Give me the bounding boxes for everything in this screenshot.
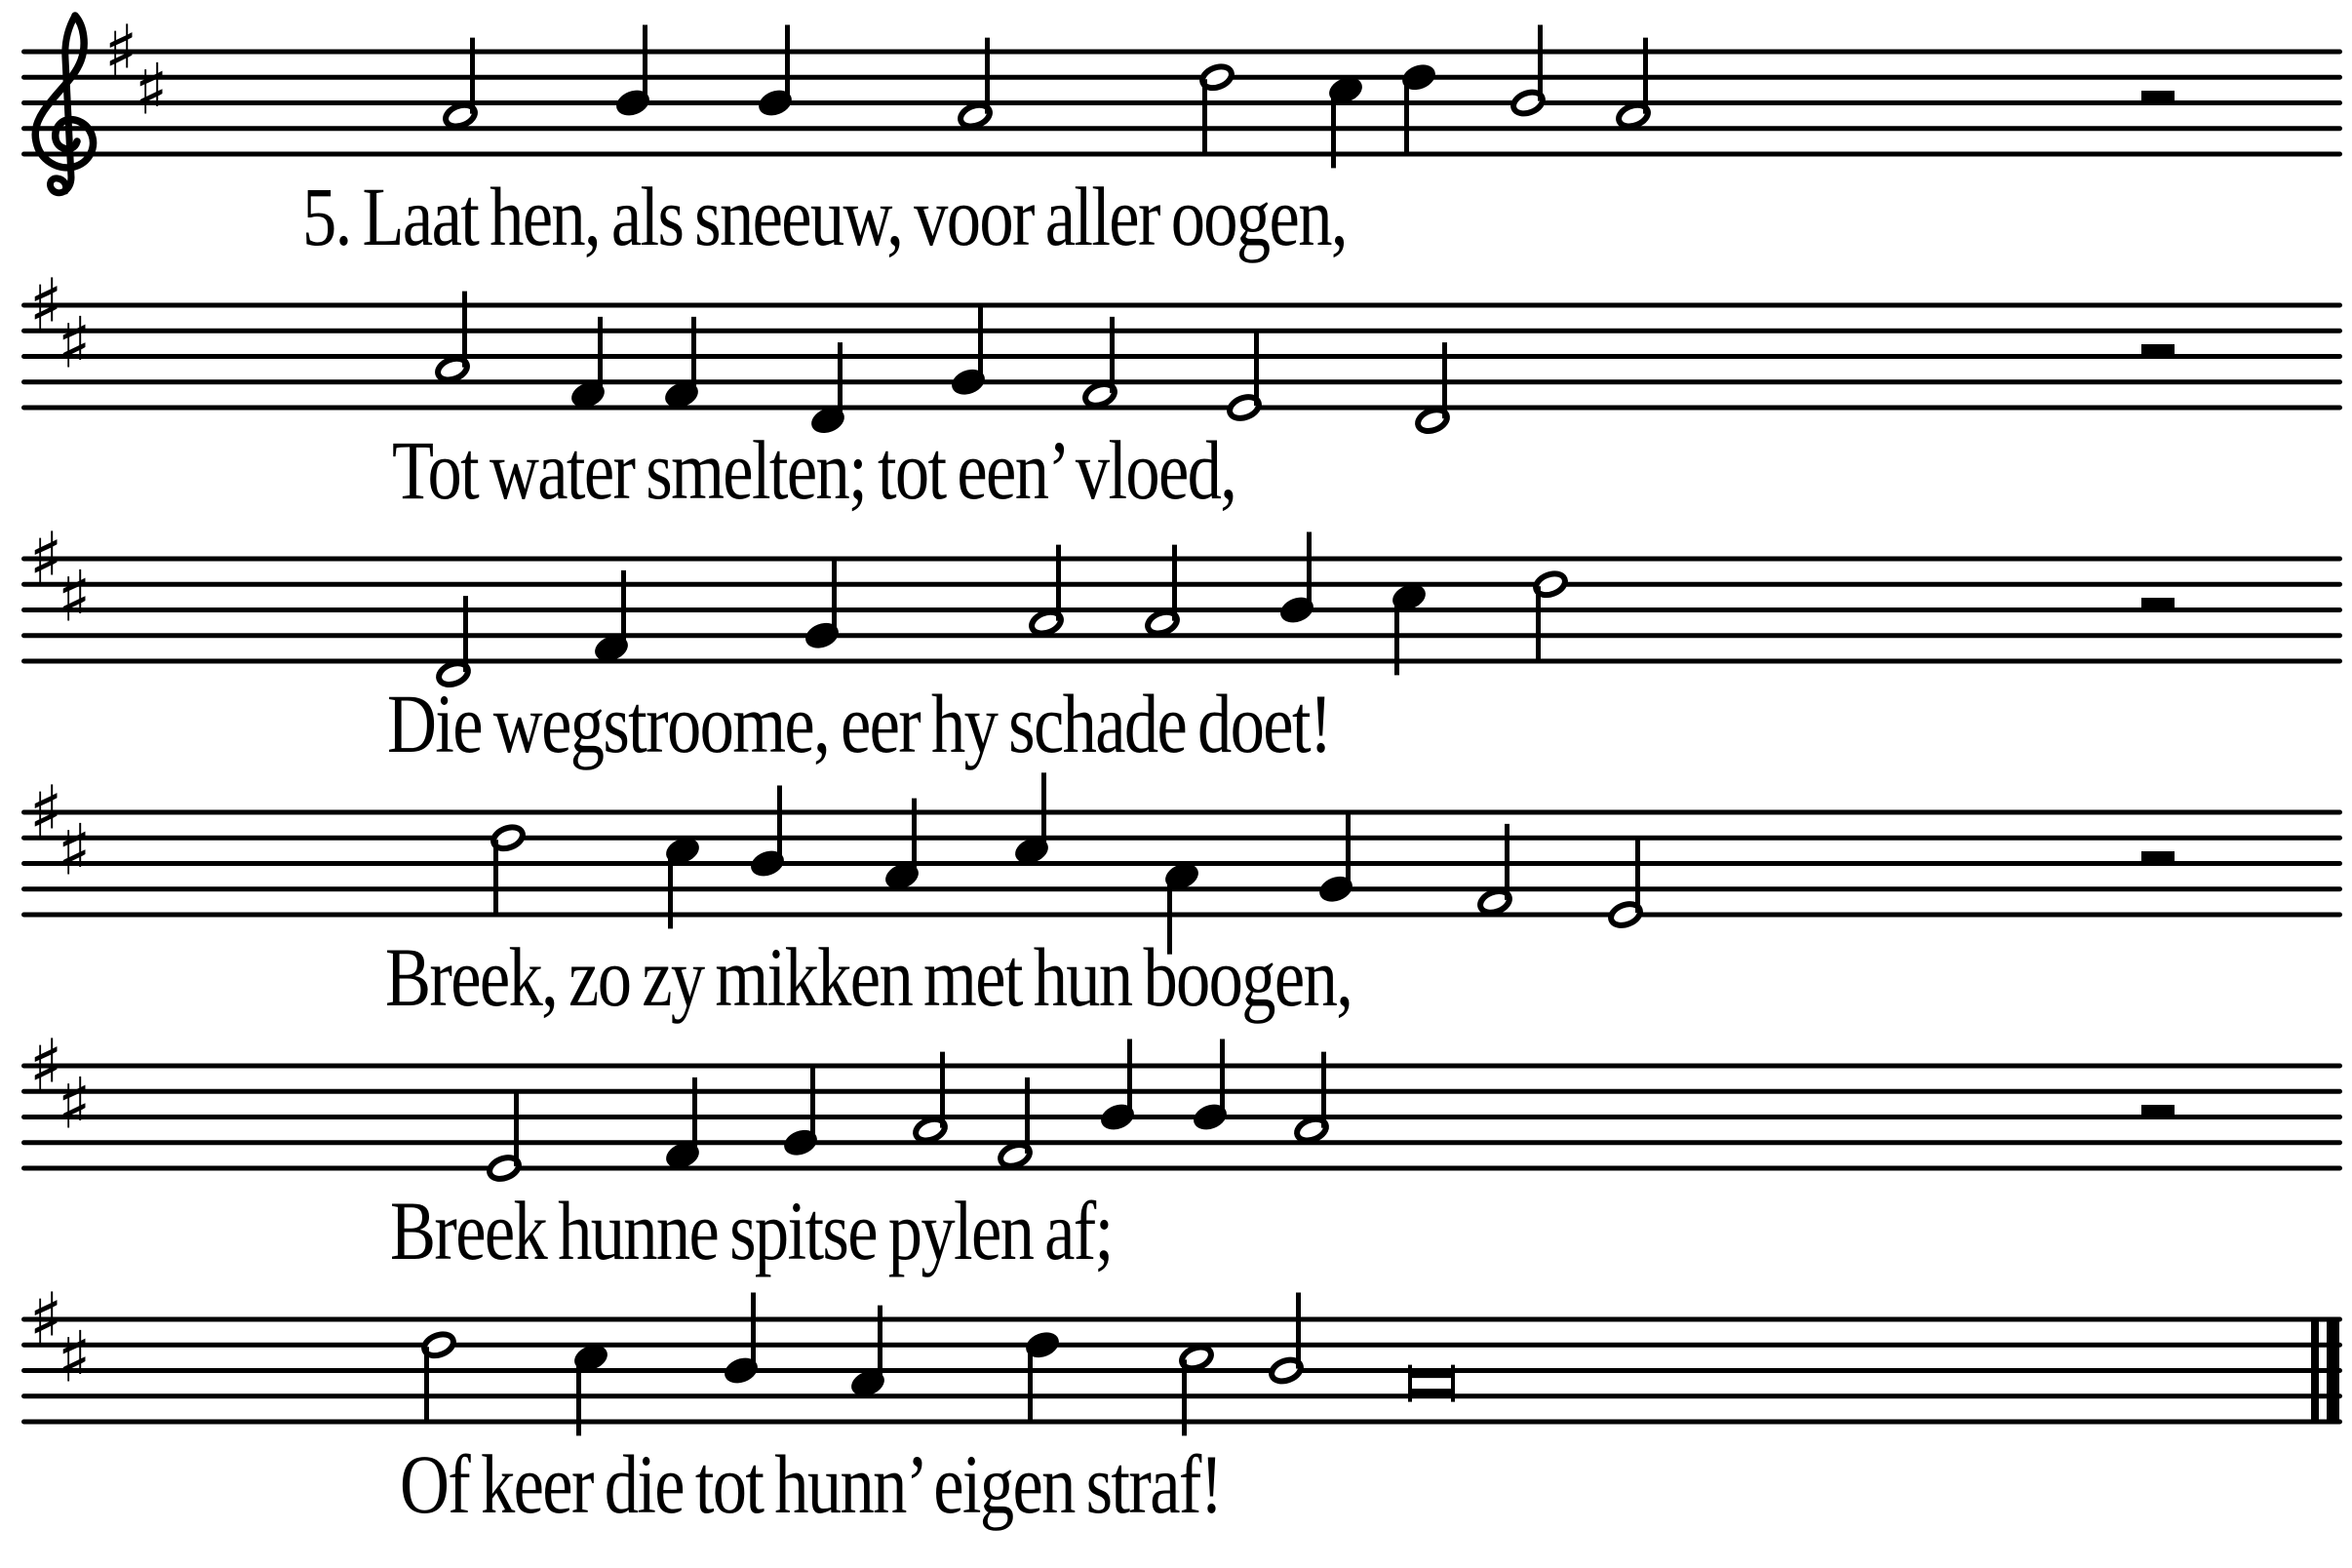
- note-D5-half: [421, 1330, 456, 1423]
- note-stem: [692, 1078, 697, 1154]
- note-stem: [878, 1306, 882, 1382]
- whole-rest: [2141, 1105, 2175, 1118]
- breve-right-edge: [1451, 1365, 1455, 1402]
- note-stem: [1254, 330, 1259, 406]
- note-stem: [751, 1293, 756, 1369]
- key-signature-sharp-icon: ♯: [57, 1062, 92, 1145]
- staff-system-1: [21, 10, 2342, 193]
- staff-line: [21, 659, 2342, 664]
- staff-line: [21, 100, 2342, 105]
- note-D5-quarter: [1022, 1328, 1062, 1423]
- note-stem: [462, 292, 467, 368]
- staff-line: [21, 379, 2342, 384]
- lyric-line-2: Tot water smelten; tot een’ vloed,: [392, 423, 1236, 517]
- staff-line: [21, 633, 2342, 638]
- note-stem: [1643, 38, 1648, 114]
- note-stem: [1028, 1347, 1033, 1423]
- note-stem: [463, 596, 468, 672]
- note-stem: [1505, 824, 1509, 900]
- note-stem: [1202, 79, 1207, 155]
- staff-line: [21, 1343, 2342, 1348]
- note-B4-quarter: [1190, 1039, 1230, 1134]
- staff-line: [21, 557, 2342, 562]
- note-stem: [777, 786, 782, 862]
- staff-line: [21, 152, 2342, 157]
- note-stem: [1296, 1293, 1301, 1369]
- note-stem: [978, 304, 983, 380]
- note-B4-quarter: [747, 786, 787, 881]
- note-B4-quarter: [755, 25, 795, 120]
- breve-top-bar: [1410, 1371, 1453, 1378]
- staff-system-4: [21, 770, 2342, 955]
- staff-line: [21, 406, 2342, 411]
- note-E4-half: [1608, 837, 1643, 929]
- note-G4-quarter: [780, 1065, 820, 1159]
- staff-line: [21, 75, 2342, 80]
- staff-line: [21, 1317, 2342, 1322]
- note-stem: [1182, 1359, 1187, 1435]
- note-stem: [1041, 772, 1046, 848]
- staff-system-3: [21, 517, 2342, 688]
- whole-rest: [2141, 598, 2175, 611]
- lyric-line-5: Breek hunne spitse pylen af;: [390, 1184, 1113, 1277]
- note-B4-quarter: [1276, 532, 1316, 627]
- note-stem: [598, 317, 603, 393]
- staff-line: [21, 126, 2342, 131]
- lyric-line-4: Breek, zo zy mikken met hun boogen,: [385, 930, 1352, 1024]
- note-stem: [493, 840, 498, 916]
- staff-line: [21, 303, 2342, 308]
- note-stem: [810, 1065, 815, 1141]
- note-stem: [514, 1090, 519, 1166]
- note-stem: [576, 1359, 581, 1435]
- breve-bottom-bar: [1410, 1389, 1453, 1395]
- key-signature-sharp-icon: ♯: [103, 10, 138, 92]
- note-G4-quarter: [802, 558, 842, 652]
- key-signature-sharp-icon: ♯: [57, 301, 92, 384]
- staff-line: [21, 1064, 2342, 1069]
- note-B4-quarter: [1097, 1039, 1137, 1134]
- note-stem: [643, 25, 647, 101]
- final-barline-thin: [2311, 1317, 2319, 1425]
- staff-line: [21, 582, 2342, 587]
- note-stem: [985, 38, 990, 114]
- note-stem: [832, 558, 837, 634]
- key-signature-sharp-icon: ♯: [57, 1315, 92, 1398]
- key-signature-sharp-icon: ♯: [28, 1024, 63, 1106]
- note-stem: [1635, 837, 1640, 913]
- staff-line: [21, 1089, 2342, 1094]
- key-signature-sharp-icon: ♯: [134, 48, 169, 131]
- note-B4-half: [1269, 1293, 1304, 1386]
- breve-left-edge: [1408, 1365, 1412, 1402]
- lyric-line-1: 5. Laat hen, als sneeuw, voor aller oogen,: [302, 170, 1347, 263]
- staff-line: [21, 354, 2342, 359]
- staff-line: [21, 1115, 2342, 1119]
- note-stem: [1331, 92, 1336, 168]
- staff-system-5: [21, 1024, 2342, 1183]
- note-stem: [785, 25, 790, 101]
- whole-rest: [2141, 851, 2175, 865]
- note-stem: [621, 570, 626, 647]
- note-stem: [1346, 811, 1351, 887]
- key-signature-sharp-icon: ♯: [28, 1277, 63, 1359]
- final-barline-thick: [2327, 1317, 2339, 1425]
- note-stem: [1127, 1039, 1132, 1116]
- note-G4-quarter: [1315, 811, 1355, 906]
- note-stem: [1538, 25, 1543, 101]
- staff-system-6: [21, 1277, 2342, 1435]
- note-B4-half: [1510, 25, 1546, 118]
- note-stem: [470, 38, 475, 114]
- note-D5-half: [1199, 62, 1235, 155]
- key-signature-sharp-icon: ♯: [57, 555, 92, 638]
- note-stem: [668, 852, 673, 928]
- note-D5-quarter: [1398, 60, 1438, 155]
- note-E4-half: [1227, 330, 1262, 422]
- note-stem: [1172, 545, 1177, 621]
- note-stem: [940, 1052, 945, 1128]
- note-stem: [1404, 79, 1409, 155]
- staff-line: [21, 50, 2342, 55]
- note-Cs5-quarter: [1011, 772, 1051, 867]
- staff-line: [21, 1166, 2342, 1171]
- staff-system-2: [21, 263, 2342, 438]
- lyric-line-3: Die wegstroome, eer hy schade doet!: [387, 677, 1331, 770]
- key-signature-sharp-icon: ♯: [57, 808, 92, 891]
- note-G4-quarter: [948, 304, 988, 399]
- key-signature-sharp-icon: ♯: [28, 263, 63, 345]
- staff-line: [21, 1140, 2342, 1145]
- key-signature-sharp-icon: ♯: [28, 517, 63, 599]
- note-B4-quarter: [612, 25, 652, 120]
- note-stem: [424, 1347, 429, 1423]
- note-D5-half: [1533, 569, 1568, 662]
- note-stem: [1442, 342, 1447, 418]
- staff-line: [21, 608, 2342, 612]
- note-stem: [1536, 586, 1541, 662]
- note-D5-half: [490, 823, 526, 916]
- note-stem: [1220, 1039, 1225, 1116]
- note-stem: [1056, 545, 1061, 621]
- note-stem: [912, 799, 917, 875]
- whole-rest: [2141, 91, 2175, 104]
- note-stem: [1394, 599, 1399, 675]
- note-stem: [838, 342, 843, 418]
- note-stem: [1110, 317, 1115, 393]
- key-signature-sharp-icon: ♯: [28, 770, 63, 852]
- staff-line: [21, 810, 2342, 815]
- lyric-line-6: Of keer die tot hunn’ eigen straf!: [400, 1437, 1222, 1531]
- staff-line: [21, 329, 2342, 333]
- note-stem: [1307, 532, 1312, 608]
- note-stem: [1321, 1052, 1326, 1128]
- staff-line: [21, 836, 2342, 841]
- whole-rest: [2141, 344, 2175, 358]
- note-stem: [1025, 1078, 1030, 1154]
- staff-line: [21, 913, 2342, 918]
- note-B4-quarter: [721, 1293, 761, 1388]
- note-stem: [691, 317, 696, 393]
- note-E4-half: [487, 1090, 522, 1183]
